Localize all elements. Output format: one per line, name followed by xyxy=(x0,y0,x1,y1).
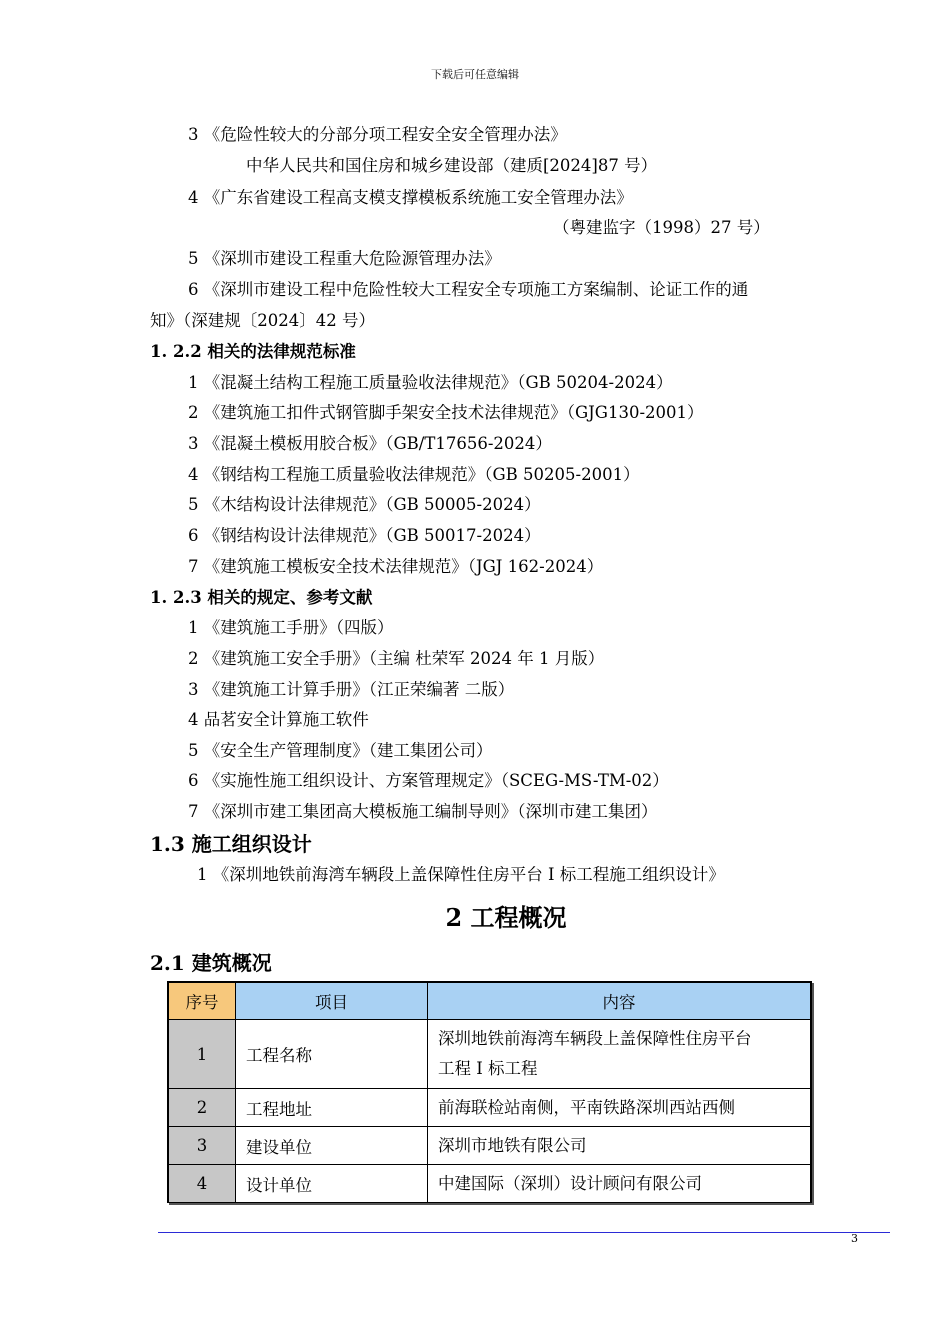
list-item xyxy=(188,648,604,670)
item-number: 4 xyxy=(188,465,199,484)
item-number: 7 xyxy=(188,557,199,576)
item-number: 3 xyxy=(188,434,199,453)
list-item xyxy=(188,124,567,146)
item-number: 2 xyxy=(188,649,199,668)
item-text: 《深圳市建设工程重大危险源管理办法》 xyxy=(203,249,501,268)
item-text: 《建筑施工计算手册》（江正荣编著 二版） xyxy=(203,680,515,699)
list-item-continuation xyxy=(246,155,657,177)
item-text: （粤建监字（1998）27 号） xyxy=(553,218,770,237)
item-number: 3 xyxy=(188,125,199,144)
list-item xyxy=(188,740,493,762)
cell-content: 中建国际（深圳）设计顾问有限公司 xyxy=(428,1165,811,1203)
item-number: 3 xyxy=(188,680,199,699)
footer-rule xyxy=(158,1232,890,1233)
item-text: 《混凝土模板用胶合板》（GB/T17656-2024） xyxy=(203,434,552,453)
item-number: 1 xyxy=(188,618,199,637)
cell-seq: 3 xyxy=(169,1127,236,1165)
item-text: 《实施性施工组织设计、方案管理规定》（SCEG-MS-TM-02） xyxy=(203,771,669,790)
item-number: 4 xyxy=(188,710,199,729)
cell-item: 建设单位 xyxy=(236,1127,428,1165)
item-text: 《深圳地铁前海湾车辆段上盖保障性住房平台 I 标工程施工组织设计》 xyxy=(212,865,725,884)
list-item xyxy=(188,279,748,301)
header-item: 项目 xyxy=(236,983,428,1020)
list-item xyxy=(188,372,673,394)
item-number: 5 xyxy=(188,741,199,760)
list-item xyxy=(188,494,541,516)
item-text: 知》（深建规〔2024〕42 号） xyxy=(150,311,375,330)
item-number: 6 xyxy=(188,526,199,545)
list-item xyxy=(188,801,658,823)
item-number: 5 xyxy=(188,495,199,514)
list-item xyxy=(188,402,704,424)
chapter-title: 2 工程概况 xyxy=(445,903,567,932)
page-number: 3 xyxy=(851,1232,858,1245)
cell-content: 前海联检站南侧，平南铁路深圳西站西侧 xyxy=(428,1089,811,1127)
cell-seq: 2 xyxy=(169,1089,236,1127)
list-item xyxy=(188,679,514,701)
table-row xyxy=(169,1089,811,1127)
cell-content: 深圳市地铁有限公司 xyxy=(428,1127,811,1165)
list-item xyxy=(188,433,552,455)
header-content: 内容 xyxy=(428,983,811,1020)
list-item xyxy=(188,464,640,486)
cell-seq: 4 xyxy=(169,1165,236,1203)
cell-seq: 1 xyxy=(169,1020,236,1089)
list-item xyxy=(188,709,369,731)
project-overview-table xyxy=(167,981,812,1203)
item-text: 《混凝土结构工程施工质量验收法律规范》（GB 50204-2024） xyxy=(203,373,673,392)
cell-content xyxy=(428,1020,811,1089)
item-text: 《深圳市建工集团高大模板施工编制导则》（深圳市建工集团） xyxy=(203,802,658,821)
item-number: 2 xyxy=(188,403,199,422)
item-number: 4 xyxy=(188,188,199,207)
item-text: 《建筑施工安全手册》（主编 杜荣军 2024 年 1 月版） xyxy=(203,649,605,668)
header-seq: 序号 xyxy=(169,983,236,1020)
cell-item: 工程地址 xyxy=(236,1089,428,1127)
item-number: 1 xyxy=(188,373,199,392)
cell-item: 设计单位 xyxy=(236,1165,428,1203)
item-text: 《钢结构设计法律规范》（GB 50017-2024） xyxy=(203,526,541,545)
list-item xyxy=(188,617,394,639)
list-item xyxy=(188,556,603,578)
table-header-row xyxy=(169,983,811,1020)
item-text: 《钢结构工程施工质量验收法律规范》（GB 50205-2001） xyxy=(203,465,640,484)
table-row xyxy=(169,1020,811,1089)
item-text: 《建筑施工模板安全技术法律规范》（JGJ 162-2024） xyxy=(203,557,604,576)
item-text: 《深圳市建设工程中危险性较大工程安全专项施工方案编制、论证工作的通 xyxy=(203,280,749,299)
list-item xyxy=(197,864,725,886)
table-row xyxy=(169,1127,811,1165)
cell-item: 工程名称 xyxy=(236,1020,428,1089)
header-note: 下载后可任意编辑 xyxy=(431,68,519,81)
item-number: 6 xyxy=(188,771,199,790)
item-text: 中华人民共和国住房和城乡建设部（建质[2024]87 号） xyxy=(246,156,658,175)
list-item xyxy=(188,770,669,792)
section-heading-1-3: 1.3 施工组织设计 xyxy=(150,832,312,856)
list-item xyxy=(188,248,501,270)
item-number: 7 xyxy=(188,802,199,821)
table-row xyxy=(169,1165,811,1203)
item-number: 5 xyxy=(188,249,199,268)
section-heading-1-2-3: 1. 2.3 相关的规定、参考文献 xyxy=(150,588,373,607)
item-number: 1 xyxy=(197,865,208,884)
item-text: 《木结构设计法律规范》（GB 50005-2024） xyxy=(203,495,541,514)
item-text: 《建筑施工扣件式钢管脚手架安全技术法律规范》（GJG130-2001） xyxy=(203,403,704,422)
cell-content-line: 深圳地铁前海湾车辆段上盖保障性住房平台 xyxy=(438,1029,752,1048)
list-item-continuation xyxy=(553,217,770,239)
item-text: 《安全生产管理制度》（建工集团公司） xyxy=(203,741,493,760)
cell-content-line: 工程 I 标工程 xyxy=(438,1059,538,1078)
section-heading-1-2-2: 1. 2.2 相关的法律规范标准 xyxy=(150,342,356,361)
item-text: 品茗安全计算施工软件 xyxy=(203,710,369,729)
item-text: 《建筑施工手册》（四版） xyxy=(203,618,394,637)
list-item xyxy=(188,187,633,209)
list-item-continuation xyxy=(150,310,375,332)
item-number: 6 xyxy=(188,280,199,299)
list-item xyxy=(188,525,541,547)
section-heading-2-1: 2.1 建筑概况 xyxy=(150,951,272,975)
item-text: 《危险性较大的分部分项工程安全安全管理办法》 xyxy=(203,125,567,144)
item-text: 《广东省建设工程高支模支撑模板系统施工安全管理办法》 xyxy=(203,188,633,207)
